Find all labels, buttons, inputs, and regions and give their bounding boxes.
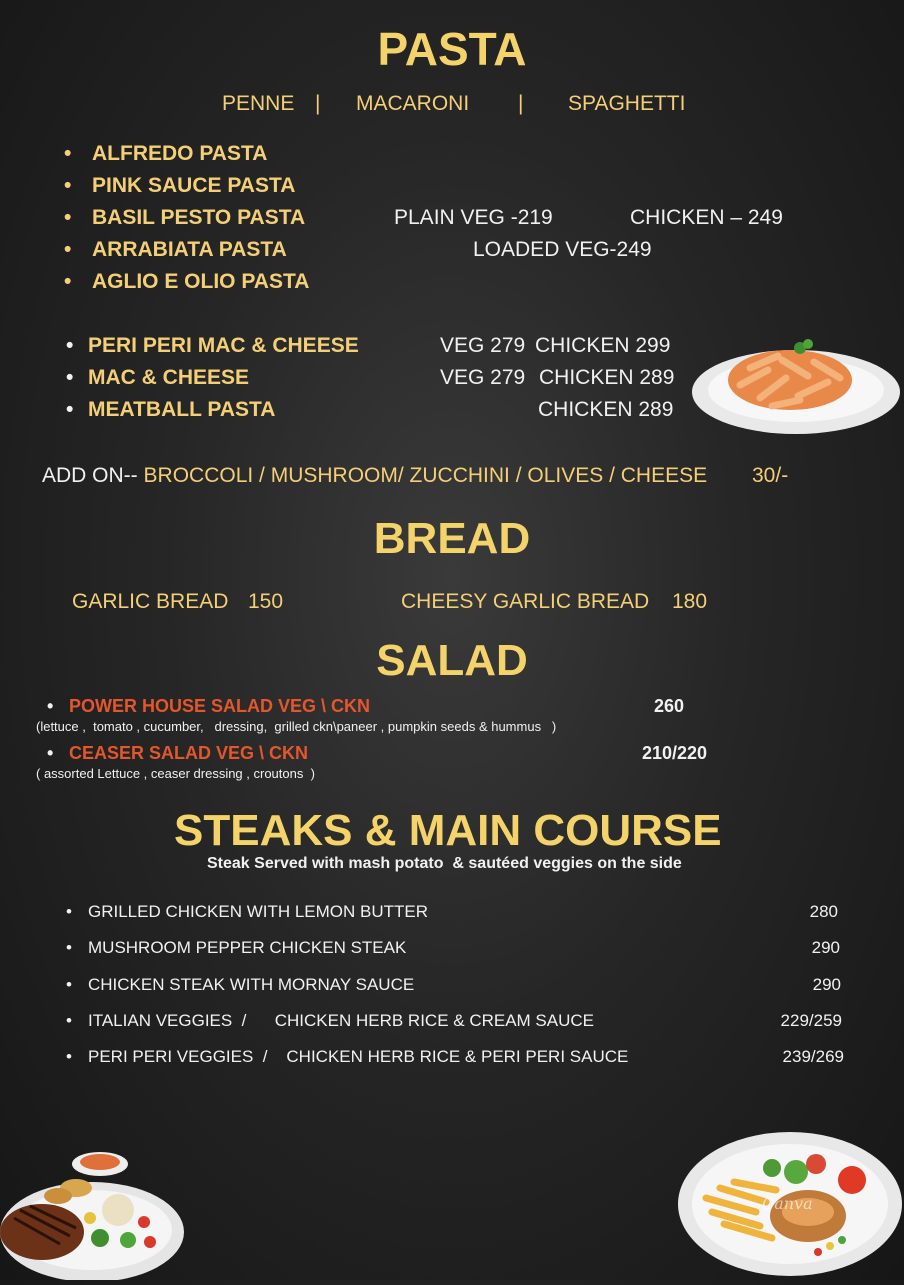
salad-power-house-desc: (lettuce , tomato , cucumber, dressing, grilled ckn\paneer , pumpkin seeds & hummus ) (36, 719, 557, 734)
pasta-item-pink-sauce: • PINK SAUCE PASTA (92, 174, 295, 198)
addon-price: 30/- (752, 464, 789, 487)
steak-price-italian-veggies: 229/259 (780, 1011, 842, 1030)
addon-items: BROCCOLI / MUSHROOM/ ZUCCHINI / OLIVES / CHEESE (143, 464, 708, 487)
steak-item-mornay: • CHICKEN STEAK WITH MORNAY SAUCE (88, 975, 414, 995)
steak-item-mushroom-pepper: • MUSHROOM PEPPER CHICKEN STEAK (88, 938, 406, 958)
pasta-plain-veg-price: PLAIN VEG -219 (394, 206, 553, 229)
salad-title: SALAD (376, 636, 528, 685)
steak-price-mornay: 290 (812, 975, 841, 994)
bread-cheesy-name: CHEESY GARLIC BREAD (401, 590, 650, 613)
pasta-type-macaroni: MACARONI (356, 92, 470, 115)
salad-ceaser-desc: ( assorted Lettuce , ceaser dressing , croutons ) (36, 766, 315, 781)
steak-item-peri-peri-veggies: • PERI PERI VEGGIES / CHICKEN HERB RICE & PERI PERI SAUCE (88, 1047, 628, 1067)
pasta-type-spaghetti: SPAGHETTI (568, 92, 686, 115)
special-meatball-pasta: • MEATBALL PASTA (88, 398, 275, 422)
bread-cheesy-price: 180 (672, 590, 708, 613)
special-peri-peri-veg-price: VEG 279 (440, 334, 526, 357)
steaks-subtitle: Steak Served with mash potato & sautéed veggies on the side (207, 855, 682, 872)
special-mac-cheese: • MAC & CHEESE (88, 366, 249, 390)
pasta-item-aglio-olio: • AGLIO E OLIO PASTA (92, 270, 309, 294)
pasta-loaded-veg-price: LOADED VEG-249 (473, 238, 652, 261)
bread-garlic-name: GARLIC BREAD (72, 590, 229, 613)
steak-price-peri-peri-veggies: 239/269 (782, 1047, 844, 1066)
special-mac-chicken-price: CHICKEN 289 (539, 366, 675, 389)
steak-price-grilled-chicken: 280 (809, 902, 838, 921)
main-course-plate-image (676, 1128, 904, 1280)
steaks-title: STEAKS & MAIN COURSE (174, 806, 722, 855)
pasta-type-sep-2: | (518, 92, 524, 115)
bread-title: BREAD (373, 514, 531, 563)
pasta-plate-image (690, 330, 902, 438)
salad-ceaser-price: 210/220 (642, 743, 708, 763)
pasta-item-alfredo: • ALFREDO PASTA (92, 142, 267, 166)
special-peri-peri-mac: • PERI PERI MAC & CHEESE (88, 334, 359, 358)
pasta-type-penne: PENNE (222, 92, 295, 115)
steak-item-grilled-chicken: • GRILLED CHICKEN WITH LEMON BUTTER (88, 902, 428, 922)
salad-power-house-price: 260 (654, 696, 685, 716)
watermark-text: Canva (762, 1194, 813, 1213)
special-mac-veg-price: VEG 279 (440, 366, 526, 389)
steak-price-mushroom-pepper: 290 (811, 938, 840, 957)
salad-power-house-name: • POWER HOUSE SALAD VEG \ CKN (69, 696, 370, 717)
special-peri-peri-chicken-price: CHICKEN 299 (535, 334, 671, 357)
special-meatball-chicken-price: CHICKEN 289 (538, 398, 674, 421)
addon-line (42, 464, 707, 488)
pasta-title: PASTA (377, 23, 527, 75)
bread-garlic-price: 150 (248, 590, 284, 613)
pasta-chicken-price: CHICKEN – 249 (630, 206, 783, 229)
addon-label: ADD ON-- (42, 464, 138, 487)
steak-plate-image (0, 1148, 185, 1280)
salad-ceaser-name: • CEASER SALAD VEG \ CKN (69, 743, 308, 764)
steak-item-italian-veggies: • ITALIAN VEGGIES / CHICKEN HERB RICE & CREAM SAUCE (88, 1011, 594, 1031)
pasta-type-sep-1: | (315, 92, 321, 115)
pasta-item-basil-pesto: • BASIL PESTO PASTA (92, 206, 305, 230)
pasta-item-arrabiata: • ARRABIATA PASTA (92, 238, 287, 262)
